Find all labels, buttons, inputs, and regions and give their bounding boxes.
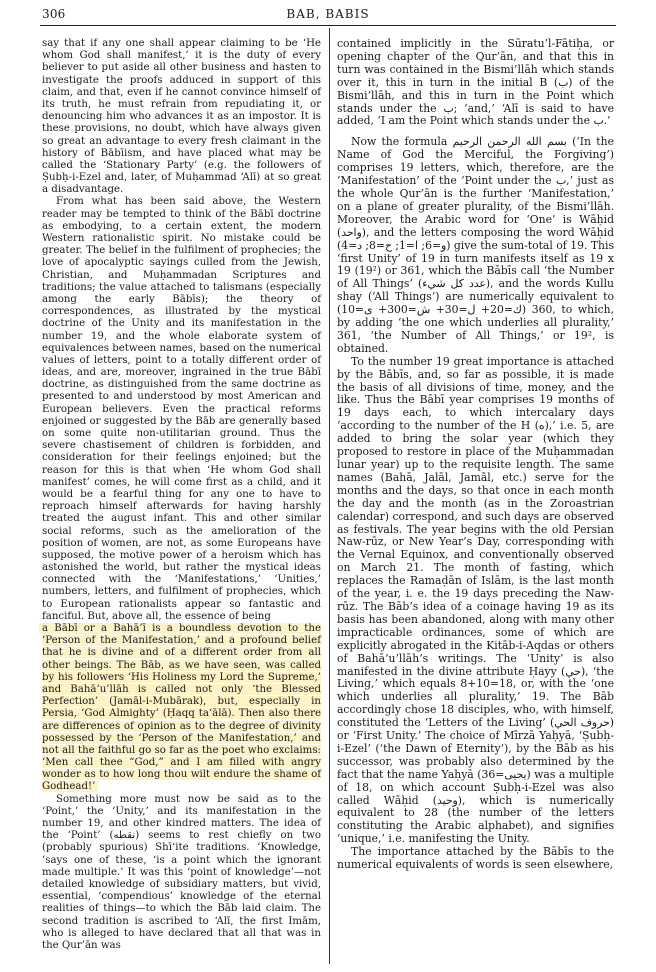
right-paragraph-4: The importance attached by the Bābīs to the numerical equivalents of words is seen elsewhere, — [337, 845, 614, 872]
left-paragraph-3: Something more must now be said as to the ‘Point,’ the ‘Unity,’ and its manifestation in the number 19, and other kindred matters. The idea of the ‘Point’ (نقطه) seems to rest chiefly on two (probably spurious) Shī‘ite traditions. ‘Knowledge, ’says one of these, ‘is a point which the ignorant made multiple.’ It was this ‘point of knowledge’—not detailed knowledge of subsidiary matters, but vivid, essential, ‘compendious’ knowledge of the eternal realities of things—to which the Bāb laid claim. The second tradition is ascribed to ‘Alī, the first Imām, who is alleged to have declared that all that was in the Qur’ān was — [42, 793, 321, 951]
left-paragraph-1: say that if any one shall appear claiming to be ‘He whom God shall manifest,’ it is the duty of every believer to put aside all other business and hasten to investigate the proofs adduced in support of this claim, and that, even if he cannot convince himself of its truth, he must refrain from repudiating it, or denouncing him who advances it as an impostor. It is these provisions, no doubt, which have always given so great an advantage to every fresh claimant in the history of Bābīism, and have placed what may be called the ‘Stationary Party’ (e.g. the followers of Ṣubḥ-i-Ezel and, later, of Muḥammad ‘Alī) at so great a disadvantage. — [42, 38, 321, 196]
right-paragraph-3: To the number 19 great importance is attached by the Bābīs, and, so far as possible, it is made the basis of all divisions of time, money, and the like. Thus the Bābī year comprises 19 months of 19 days each, to which intercalary days ‘according to the number of the H (ه),’ i.e. 5, are added to bring the solar year (which they proposed to restore in place of the Muḥammadan lunar year) up to the requisite length. The same names (Bahā, Jalāl, Jamāl, etc.) serve for the months and the days, so that once in each month the day and the month (as in the Zoroastrian calendar) correspond, and such days are observed as festivals. The year begins with the old Persian Naw-rūz, or New Year’s Day, corresponding with the Vernal Equinox, and conventionally observed on March 21. The month of fasting, which replaces the Ramaḍān of Islām, is the last month of the year, i. e. the 19 days preceding the Naw-rūz. The Bāb’s idea of a coinage having 19 as its basis has been abandoned, along with many other impracticable ordinances, some of which are explicitly abrogated in the Kitāb-i-Aqdas or others of Bahā’u’llāh’s writings. The ‘Unity’ is also manifested in the divine attribute Ḥayy (حي), ‘the Living,’ which equals 8+10=18, or, with the ‘one which underlies all plurality,’ 19. The Bāb accordingly chose 18 disciples, who, with himself, constituted the ‘Letters of the Living’ (حروف الحي) or ‘First Unity.’ The choice of Mīrzā Yaḥyā, ‘Ṣubḥ-i-Ezel’ (‘the Dawn of Eternity’), by the Bāb as his successor, was probably also determined by the fact that the name Yaḥyā (يحيى=36) was a multiple of 18, on which account Ṣubḥ-i-Ezel was also called Wāḥid (وحيد), which is numerically equivalent to 28 (the number of the letters constituting the Arabic alphabet), and signifies ‘unique,’ i.e. manifesting the Unity. — [337, 354, 614, 846]
highlight-text[interactable]: a Bābī or a Bahā’ī is a boundless devotion to the ‘Person of the Manifestation,’ and a profound belief that he is divine and of a different order from all other beings. The Bāb, as we have seen, was called by his followers ‘His Holiness my Lord the Supreme,’ and Bahā’u’llāh is called not only ‘the Blessed Perfection’ (Jamāl-i-Mubārak), but, especially in Persia, ‘God Almighty’ (Ḥaqq ta‘ālā). Then also there are differences of opinion as to the degree of divinity possessed by the ‘Person of the Manifestation,’ and not all the faithful go so far as the poet who exclaims: ‘Men call thee “God,” and I am filled with angry wonder as to how long thou wilt endure the shame of Godhead!’ — [42, 623, 321, 793]
left-paragraph-2: From what has been said above, the Western reader may be tempted to think of the Bābī doctrine as embodying, to a certain extent, the modern Western rationalistic spirit. No mistake could be greater. The belief in the fulfilment of prophecies; the love of apocalyptic sayings culled from the Jewish, Christian, and Muḥammadan Scriptures and traditions; the value attached to talismans (especially among the early Bābīs); the theory of correspondences, as illustrated by the mystical doctrine of the Unity and its manifestation in the number 19, and the whole elaborate system of equivalences between names, based on the numerical values of letters, point to a totally different order of ideas, and are, moreover, ingrained in the true Bābī doctrine, as distinguished from the same doctrine as presented to and understood by most American and European believers. Even the practical reforms enjoined or suggested by the Bāb are generally based on some quite non-utilitarian ground. Thus the severe chastisement of children is forbidden, and consideration for their feelings enjoined; but the reason for this is that when ‘He whom God shall manifest’ comes, he will come first as a child, and it would be a fearful thing for any one to have to reproach himself afterwards for having harshly treated the august infant. This and other similar social reforms, such as the amelioration of the position of women, are not, as some Europeans have supposed, the motive power of a heroism which has astonished the world, but rather the mystical ideas connected with the ‘Manifestations,’ ‘Unities,’ numbers, letters, and fulfilment of prophecies, which to European rationalists appear so fantastic and fanciful. But, above all, the essence of being — [42, 196, 321, 622]
highlighted-passage[interactable] — [42, 623, 321, 794]
running-head: BAB, BABIS — [286, 7, 370, 21]
header-rule — [40, 25, 616, 26]
right-paragraph-1: contained implicitly in the Sūratu’l-Fātiḥa, or opening chapter of the Qur’ān, and that this in turn was contained in the Bismi’llāh which stands over it, this in turn in the initial B (ب) of the Bismi’llāh, and this in turn in the Point which stands under the ب; ’and,’ ‘Alī is said to have added, ‘I am the Point which stands under the ب.’ — [337, 37, 614, 128]
page-number: 306 — [42, 7, 66, 21]
right-column — [337, 38, 614, 872]
left-column — [42, 38, 321, 952]
column-divider — [329, 28, 330, 964]
right-paragraph-2: Now the formula بسم الله الرحمن الرحيم (‘In the Name of God the Merciful, the Forgiving’) comprises 19 letters, which, therefore, are the ‘Manifestation’ of the ‘Point under the ب,’ just as the whole Qur’ān is the further ‘Manifestation,’ on a plane of greater plurality, of the Bismi’llāh. Moreover, the Arabic word for ‘One’ is Wāḥid (واحد), and the letters composing the word Wāḥid (و=6; ا=1; ح=8; د=4) give the sum-total of 19. This ‘first Unity’ of 19 in turn manifests itself as 19 x 19 (19²) or 361, which the Bābīs call ‘the Number of All Things’ (عدد كل شيء), and the words Kullu shay (‘All Things’) are numerically equivalent to (ك=20+ ل=30+ ش=300+ ى=10) 360, to which, by adding ‘the one which underlies all plurality,’ 361, ‘the Number of All Things,’ or 19², is obtained. — [337, 135, 615, 355]
